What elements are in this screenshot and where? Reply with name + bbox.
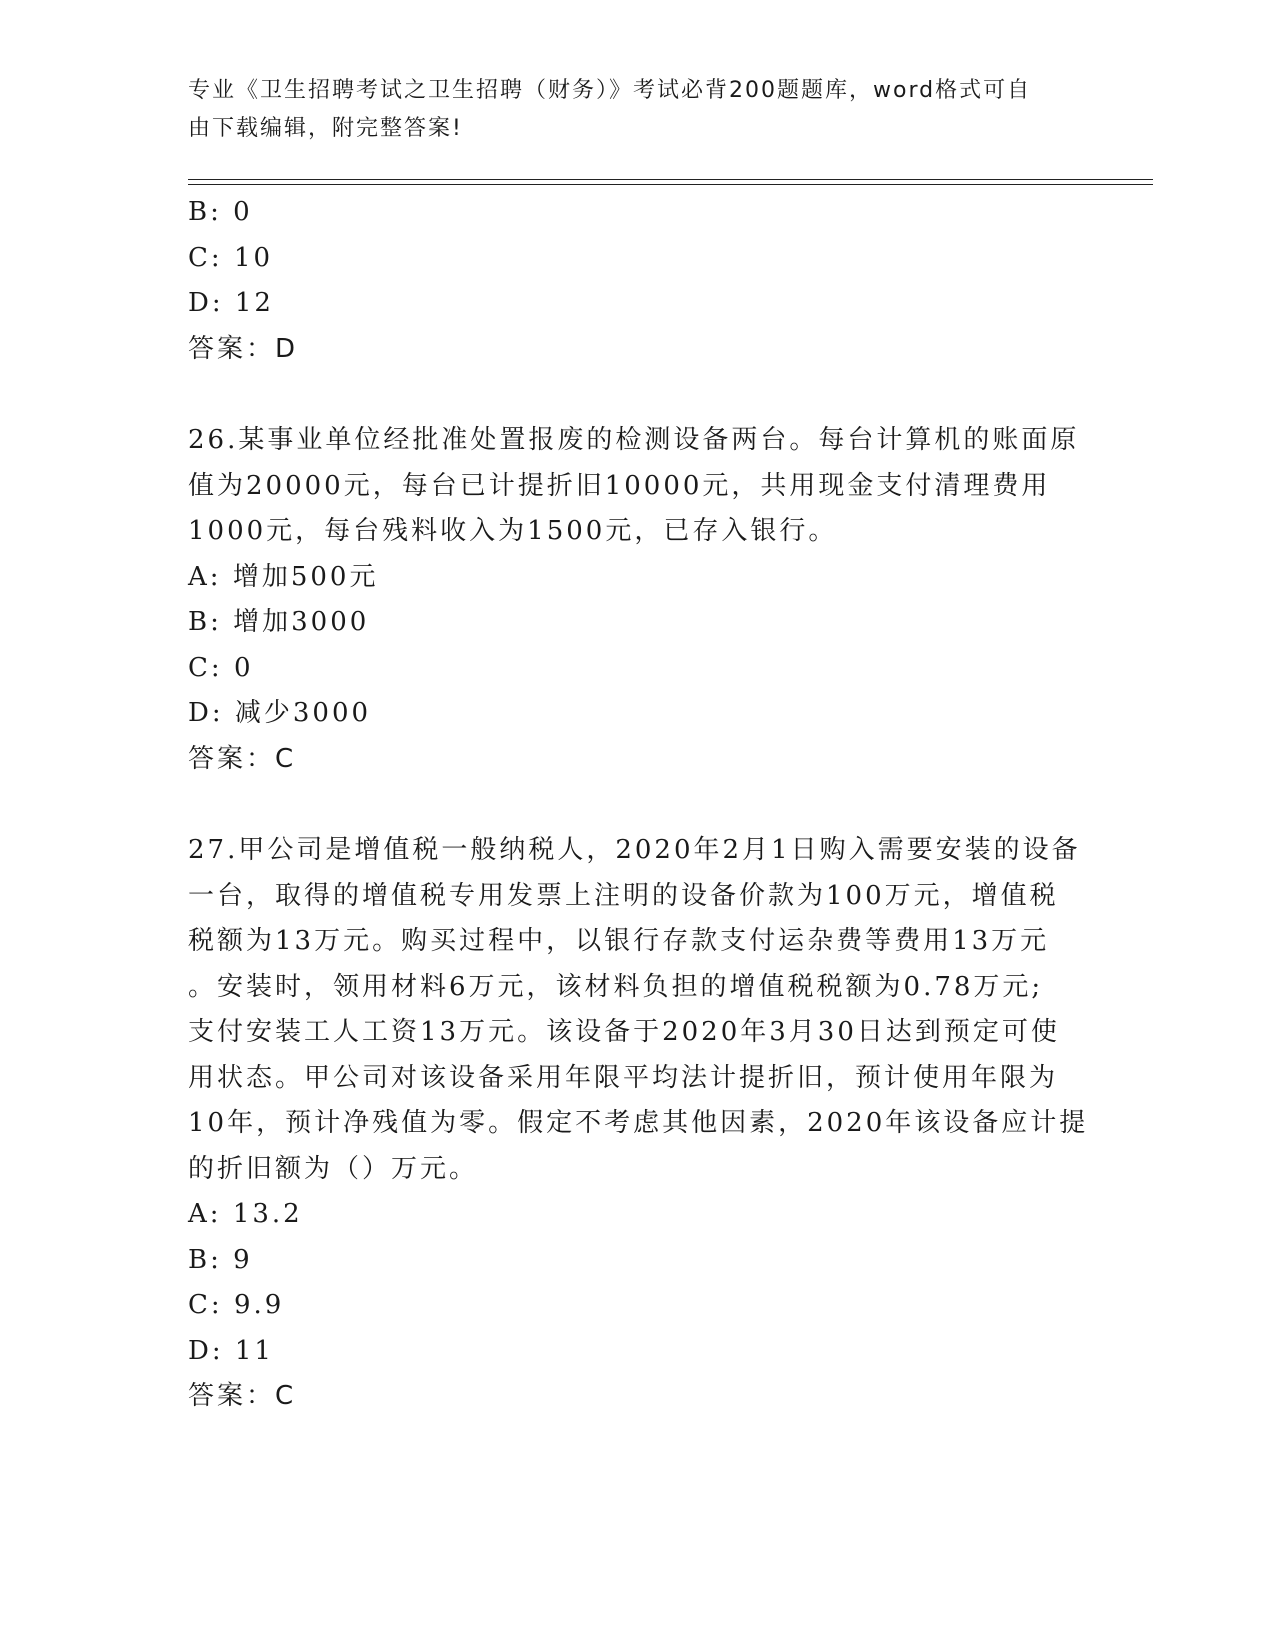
- question-text-line: 支付安装工人工资13万元。该设备于2020年3月30日达到预定可使: [188, 1017, 1060, 1047]
- answer-line: 答案：C: [188, 743, 297, 774]
- header-rule-top: [188, 179, 1153, 180]
- option-b: B: 0: [188, 197, 253, 227]
- option-a: A: 增加500元: [188, 561, 379, 592]
- question-27: [188, 828, 1089, 1420]
- question-text-line: 一台，取得的增值税专用发票上注明的设备价款为100万元，增值税: [188, 880, 1059, 911]
- question-26: [188, 418, 1078, 782]
- header-line-1: 专业《卫生招聘考试之卫生招聘（财务）》考试必背200题题库，word格式可自: [188, 78, 1032, 103]
- question-text-line: 。安装时，领用材料6万元，该材料负担的增值税税额为0.78万元;: [188, 971, 1044, 1002]
- option-d: D: 12: [188, 288, 274, 318]
- option-a: A: 13.2: [188, 1199, 303, 1229]
- option-d: D: 11: [188, 1335, 274, 1366]
- question-text-line: 税额为13万元。购买过程中，以银行存款支付运杂费等费用13万元: [188, 926, 1050, 956]
- spacer: [188, 372, 1078, 418]
- question-text-line: 26.某事业单位经批准处置报废的检测设备两台。每台计算机的账面原: [188, 425, 1080, 455]
- question-text-line: 用状态。甲公司对该设备采用年限平均法计提折旧，预计使用年限为: [188, 1062, 1059, 1093]
- option-c: C: 10: [188, 242, 274, 273]
- header-rule-bottom: [188, 184, 1153, 185]
- question-text-line: 27.甲公司是增值税一般纳税人，2020年2月1日购入需要安装的设备: [188, 835, 1081, 865]
- header-line-2: 由下载编辑，附完整答案!: [188, 116, 463, 141]
- option-d: D: 减少3000: [188, 698, 372, 728]
- question-text-line: 1000元，每台残料收入为1500元，已存入银行。: [188, 516, 838, 546]
- document-body: [188, 190, 1089, 1420]
- option-c: C: 0: [188, 652, 254, 683]
- question-text-line: 值为20000元，每台已计提折旧10000元，共用现金支付清理费用: [188, 470, 1051, 501]
- question-25-tail: [188, 190, 1078, 372]
- document-header: [188, 72, 1068, 148]
- question-text-line: 10年，预计净残值为零。假定不考虑其他因素，2020年该设备应计提: [188, 1108, 1089, 1138]
- answer-line: 答案：D: [188, 333, 299, 364]
- answer-line: 答案：C: [188, 1381, 297, 1411]
- question-text-line: 的折旧额为（）万元。: [188, 1153, 479, 1184]
- option-c: C: 9.9: [188, 1290, 285, 1320]
- option-b: B: 9: [188, 1244, 253, 1275]
- option-b: B: 增加3000: [188, 607, 370, 637]
- spacer: [188, 782, 1078, 828]
